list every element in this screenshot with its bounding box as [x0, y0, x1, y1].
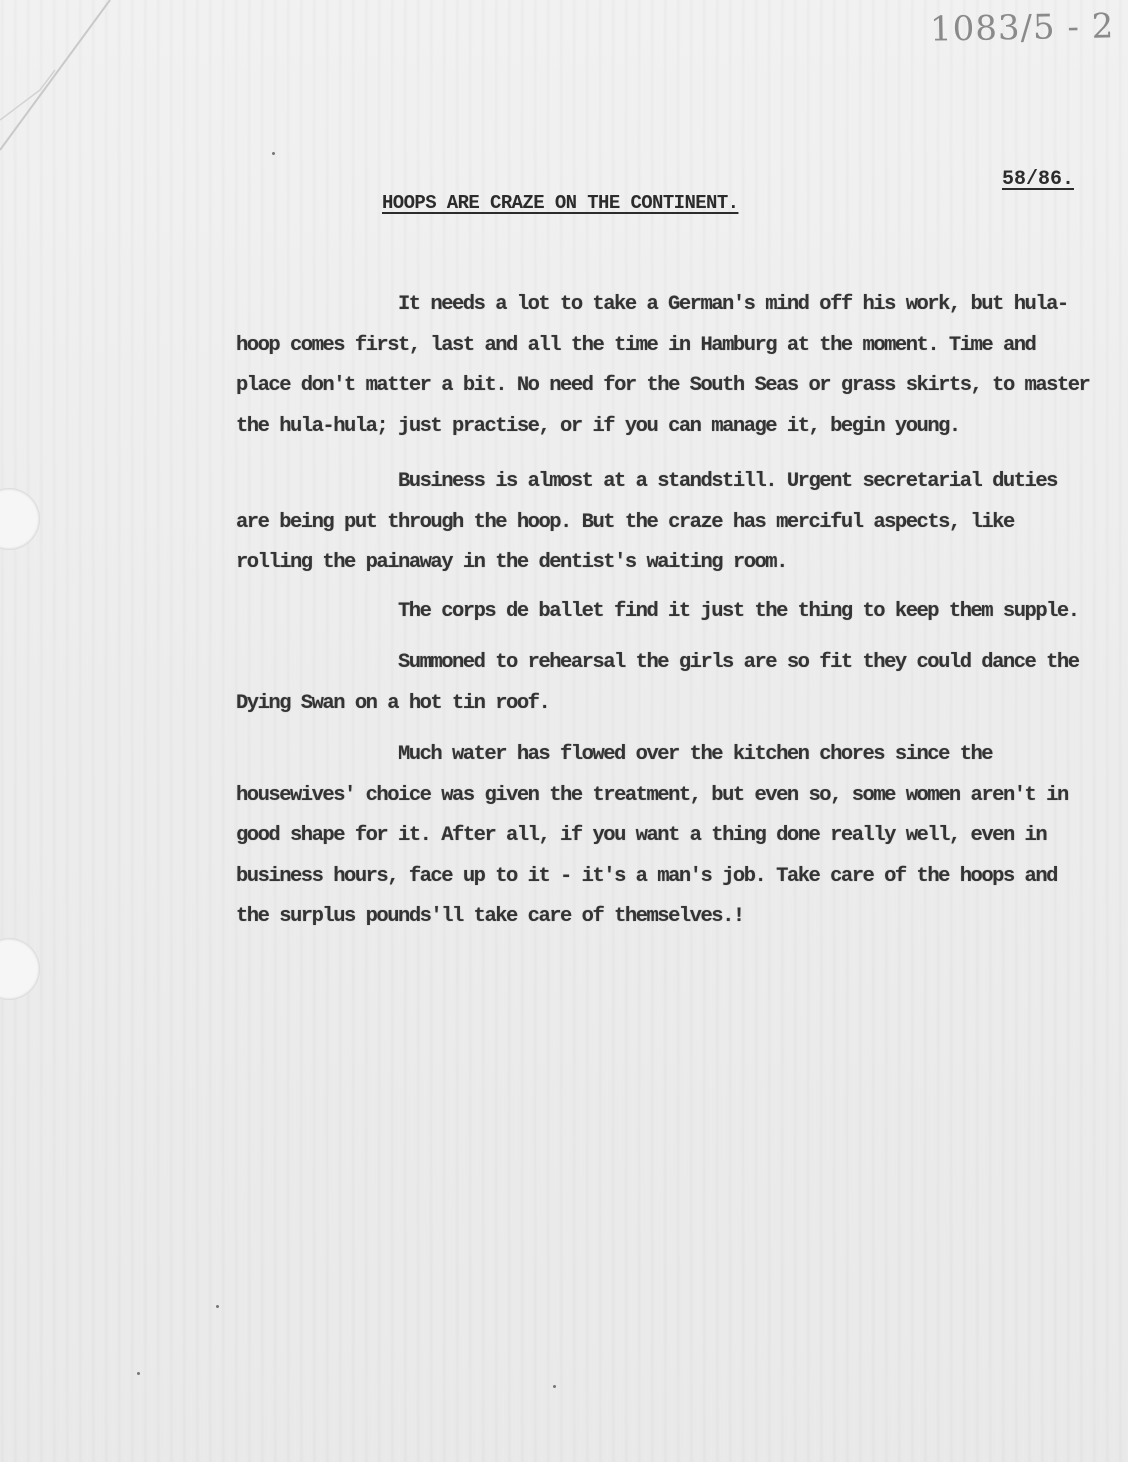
paragraph: Summoned to rehearsal the girls are so fit they could dance the Dying Swan on a hot tin roof. [236, 651, 1079, 715]
page-corner-fold [0, 0, 140, 160]
punch-hole-top [0, 488, 40, 550]
handwritten-reference: 1083/5 - 2 [929, 6, 1115, 50]
punch-hole-bottom [0, 938, 40, 1000]
paragraph: It needs a lot to take a German's mind off his work, but hula-hoop comes first, last and all the time in Hamburg at the moment. Time and place don't matter a bit. No need for the South Seas or grass skirts, to master the hula-hula; just practise, or if you can manage it, begin young. [236, 293, 1090, 438]
paragraph: Much water has flowed over the kitchen chores since the housewives' choice was given the treatment, but even so, some women aren't in good shape for it. After all, if you want a thing done really well, even in business hours, face up to it - it's a man's job. Take care of the hoops and the surplus pounds'll take care of themselves.! [236, 743, 1068, 928]
document-number: 58/86. [1001, 168, 1074, 191]
paragraph: Business is almost at a standstill. Urgent secretarial duties are being put through the hoop. But the craze has merciful aspects, like rolling the painaway in the dentist's waiting room. [236, 470, 1057, 574]
paper-speck [137, 1372, 140, 1375]
document-body [236, 285, 1096, 938]
paper-speck [553, 1385, 556, 1388]
paper-speck [272, 152, 275, 155]
document-title: HOOPS ARE CRAZE ON THE CONTINENT. [382, 192, 739, 214]
paragraph: The corps de ballet find it just the thing to keep them supple. [398, 599, 1079, 623]
paper-speck [216, 1305, 219, 1308]
